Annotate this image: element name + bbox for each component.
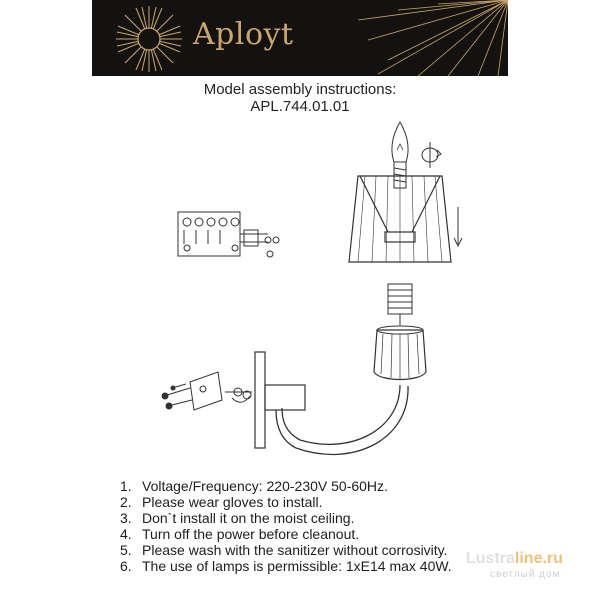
- watermark: [466, 550, 563, 568]
- step-number: 3.: [120, 510, 132, 526]
- watermark-part2: line.ru: [514, 550, 563, 567]
- step-text: Please wear gloves to install.: [142, 494, 323, 510]
- lamp-shade: [349, 176, 451, 262]
- step-number: 5.: [120, 542, 132, 558]
- curved-arm: [276, 385, 408, 454]
- step-text: Voltage/Frequency: 220-230V 50-60Hz.: [142, 478, 388, 494]
- step-number: 6.: [120, 558, 132, 574]
- step-text: Turn off the power before cleanout.: [142, 526, 360, 542]
- list-item: [120, 558, 452, 574]
- model-number: APL.744.01.01: [250, 98, 350, 115]
- step-number: 4.: [120, 526, 132, 542]
- step-text: Don`t install it on the moist ceiling.: [142, 510, 355, 526]
- list-item: [120, 494, 452, 510]
- screw-icon: [162, 384, 192, 409]
- step-number: 1.: [120, 478, 132, 494]
- list-item: [120, 542, 452, 558]
- mounting-bracket: [190, 372, 252, 410]
- watermark-part1: Lustra: [466, 550, 515, 567]
- brand-name: Aployt: [193, 17, 294, 52]
- terminal-block-icon: [178, 212, 279, 257]
- step-text: Please wash with the sanitizer without corrosivity.: [142, 542, 448, 558]
- list-item: [120, 478, 452, 494]
- wall-plate: [255, 352, 305, 448]
- rotate-arrow-icon: [422, 142, 441, 168]
- step-text: The use of lamps is permissible: 1xE14 max 40W.: [142, 558, 452, 574]
- holder-cup: [374, 326, 426, 380]
- step-number: 2.: [120, 494, 132, 510]
- instruction-list: [120, 478, 452, 574]
- socket-part: [388, 284, 412, 326]
- list-item: [120, 526, 452, 542]
- down-arrow-icon: [454, 207, 462, 246]
- list-item: [120, 510, 452, 526]
- watermark-subtitle: светлый дом: [490, 569, 561, 580]
- title-line: Model assembly instructions:: [203, 81, 397, 98]
